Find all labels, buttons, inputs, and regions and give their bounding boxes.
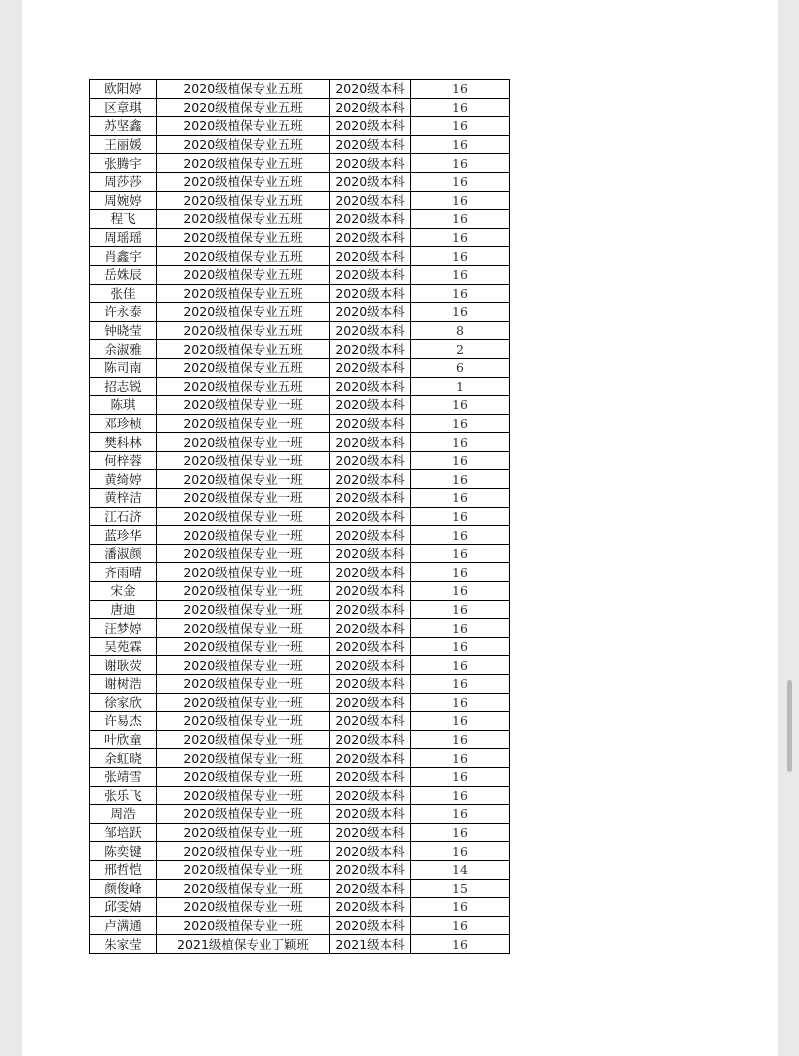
level-cell: 2020级本科 [330, 730, 411, 749]
table-row [90, 637, 510, 656]
level-cell: 2020级本科 [330, 172, 411, 191]
student-name-cell: 潘淑颜 [90, 544, 157, 563]
table-row [90, 916, 510, 935]
count-cell: 16 [411, 544, 510, 563]
student-name-cell: 齐雨晴 [90, 563, 157, 582]
count-cell: 16 [411, 805, 510, 824]
table-row [90, 303, 510, 322]
student-name-cell: 邱雯婧 [90, 898, 157, 917]
class-cell: 2020级植保专业一班 [157, 637, 330, 656]
table-row [90, 749, 510, 768]
class-cell: 2020级植保专业一班 [157, 916, 330, 935]
student-name-cell: 卢满通 [90, 916, 157, 935]
table-row [90, 470, 510, 489]
count-cell: 16 [411, 563, 510, 582]
count-cell: 8 [411, 321, 510, 340]
class-cell: 2020级植保专业五班 [157, 303, 330, 322]
level-cell: 2020级本科 [330, 712, 411, 731]
level-cell: 2020级本科 [330, 414, 411, 433]
count-cell: 16 [411, 80, 510, 99]
class-cell: 2020级植保专业一班 [157, 544, 330, 563]
roster-table-body [90, 80, 510, 954]
level-cell: 2020级本科 [330, 767, 411, 786]
count-cell: 16 [411, 228, 510, 247]
student-name-cell: 邹培跃 [90, 823, 157, 842]
level-cell: 2020级本科 [330, 340, 411, 359]
level-cell: 2020级本科 [330, 154, 411, 173]
count-cell: 16 [411, 414, 510, 433]
table-row [90, 786, 510, 805]
vertical-scrollbar[interactable] [786, 0, 794, 1056]
level-cell: 2020级本科 [330, 898, 411, 917]
table-row [90, 414, 510, 433]
count-cell: 16 [411, 935, 510, 954]
class-cell: 2020级植保专业一班 [157, 823, 330, 842]
table-row [90, 117, 510, 136]
table-row [90, 433, 510, 452]
count-cell: 16 [411, 656, 510, 675]
level-cell: 2020级本科 [330, 284, 411, 303]
class-cell: 2020级植保专业五班 [157, 135, 330, 154]
table-row [90, 358, 510, 377]
student-name-cell: 周瑶瑶 [90, 228, 157, 247]
student-name-cell: 张乐飞 [90, 786, 157, 805]
count-cell: 16 [411, 247, 510, 266]
class-cell: 2021级植保专业丁颖班 [157, 935, 330, 954]
level-cell: 2020级本科 [330, 749, 411, 768]
student-name-cell: 肖鑫宇 [90, 247, 157, 266]
table-row [90, 191, 510, 210]
count-cell: 16 [411, 786, 510, 805]
count-cell: 16 [411, 433, 510, 452]
student-name-cell: 周婉婷 [90, 191, 157, 210]
class-cell: 2020级植保专业一班 [157, 767, 330, 786]
student-name-cell: 张靖雪 [90, 767, 157, 786]
table-row [90, 712, 510, 731]
level-cell: 2020级本科 [330, 191, 411, 210]
level-cell: 2020级本科 [330, 247, 411, 266]
count-cell: 15 [411, 879, 510, 898]
table-row [90, 805, 510, 824]
count-cell: 16 [411, 712, 510, 731]
table-row [90, 228, 510, 247]
class-cell: 2020级植保专业一班 [157, 712, 330, 731]
table-row [90, 582, 510, 601]
count-cell: 16 [411, 600, 510, 619]
table-row [90, 860, 510, 879]
table-row [90, 489, 510, 508]
class-cell: 2020级植保专业五班 [157, 80, 330, 99]
class-cell: 2020级植保专业一班 [157, 470, 330, 489]
class-cell: 2020级植保专业一班 [157, 842, 330, 861]
class-cell: 2020级植保专业一班 [157, 396, 330, 415]
table-row [90, 247, 510, 266]
count-cell: 16 [411, 284, 510, 303]
roster-table [89, 79, 510, 954]
table-row [90, 619, 510, 638]
count-cell: 16 [411, 749, 510, 768]
level-cell: 2020级本科 [330, 98, 411, 117]
student-name-cell: 江石济 [90, 507, 157, 526]
student-name-cell: 许易杰 [90, 712, 157, 731]
class-cell: 2020级植保专业一班 [157, 898, 330, 917]
class-cell: 2020级植保专业一班 [157, 414, 330, 433]
student-name-cell: 蓝珍华 [90, 526, 157, 545]
class-cell: 2020级植保专业五班 [157, 321, 330, 340]
level-cell: 2020级本科 [330, 228, 411, 247]
table-row [90, 321, 510, 340]
class-cell: 2020级植保专业五班 [157, 210, 330, 229]
count-cell: 14 [411, 860, 510, 879]
table-row [90, 154, 510, 173]
count-cell: 16 [411, 898, 510, 917]
student-name-cell: 樊科林 [90, 433, 157, 452]
level-cell: 2020级本科 [330, 303, 411, 322]
table-row [90, 842, 510, 861]
student-name-cell: 余虹晓 [90, 749, 157, 768]
count-cell: 16 [411, 396, 510, 415]
class-cell: 2020级植保专业一班 [157, 489, 330, 508]
count-cell: 16 [411, 823, 510, 842]
class-cell: 2020级植保专业一班 [157, 433, 330, 452]
class-cell: 2020级植保专业一班 [157, 507, 330, 526]
level-cell: 2020级本科 [330, 544, 411, 563]
student-name-cell: 朱家莹 [90, 935, 157, 954]
class-cell: 2020级植保专业一班 [157, 693, 330, 712]
table-row [90, 284, 510, 303]
level-cell: 2021级本科 [330, 935, 411, 954]
table-row [90, 377, 510, 396]
class-cell: 2020级植保专业一班 [157, 879, 330, 898]
level-cell: 2020级本科 [330, 582, 411, 601]
level-cell: 2020级本科 [330, 117, 411, 136]
count-cell: 16 [411, 135, 510, 154]
student-name-cell: 张佳 [90, 284, 157, 303]
student-name-cell: 邓珍桢 [90, 414, 157, 433]
count-cell: 16 [411, 98, 510, 117]
level-cell: 2020级本科 [330, 786, 411, 805]
student-name-cell: 程飞 [90, 210, 157, 229]
count-cell: 16 [411, 526, 510, 545]
student-name-cell: 宋金 [90, 582, 157, 601]
level-cell: 2020级本科 [330, 489, 411, 508]
count-cell: 16 [411, 619, 510, 638]
table-row [90, 526, 510, 545]
count-cell: 16 [411, 172, 510, 191]
student-name-cell: 区章琪 [90, 98, 157, 117]
count-cell: 16 [411, 154, 510, 173]
student-name-cell: 王丽媛 [90, 135, 157, 154]
student-name-cell: 黄绮婷 [90, 470, 157, 489]
count-cell: 16 [411, 637, 510, 656]
student-name-cell: 招志锐 [90, 377, 157, 396]
student-name-cell: 周浩 [90, 805, 157, 824]
level-cell: 2020级本科 [330, 451, 411, 470]
table-row [90, 600, 510, 619]
class-cell: 2020级植保专业五班 [157, 358, 330, 377]
count-cell: 16 [411, 842, 510, 861]
class-cell: 2020级植保专业一班 [157, 675, 330, 694]
table-row [90, 265, 510, 284]
class-cell: 2020级植保专业五班 [157, 377, 330, 396]
table-row [90, 879, 510, 898]
level-cell: 2020级本科 [330, 396, 411, 415]
table-row [90, 98, 510, 117]
class-cell: 2020级植保专业一班 [157, 805, 330, 824]
level-cell: 2020级本科 [330, 265, 411, 284]
table-row [90, 172, 510, 191]
table-row [90, 451, 510, 470]
count-cell: 16 [411, 507, 510, 526]
level-cell: 2020级本科 [330, 433, 411, 452]
level-cell: 2020级本科 [330, 321, 411, 340]
student-name-cell: 陈奕键 [90, 842, 157, 861]
student-name-cell: 叶欣童 [90, 730, 157, 749]
class-cell: 2020级植保专业一班 [157, 749, 330, 768]
level-cell: 2020级本科 [330, 135, 411, 154]
class-cell: 2020级植保专业五班 [157, 117, 330, 136]
table-row [90, 396, 510, 415]
level-cell: 2020级本科 [330, 860, 411, 879]
count-cell: 16 [411, 767, 510, 786]
level-cell: 2020级本科 [330, 563, 411, 582]
count-cell: 16 [411, 303, 510, 322]
level-cell: 2020级本科 [330, 916, 411, 935]
student-name-cell: 岳姝辰 [90, 265, 157, 284]
student-name-cell: 苏坚鑫 [90, 117, 157, 136]
table-row [90, 340, 510, 359]
table-row [90, 898, 510, 917]
count-cell: 16 [411, 191, 510, 210]
student-name-cell: 黄梓洁 [90, 489, 157, 508]
table-row [90, 823, 510, 842]
table-row [90, 507, 510, 526]
count-cell: 16 [411, 730, 510, 749]
table-row [90, 935, 510, 954]
level-cell: 2020级本科 [330, 210, 411, 229]
class-cell: 2020级植保专业一班 [157, 563, 330, 582]
table-row [90, 80, 510, 99]
table-row [90, 693, 510, 712]
class-cell: 2020级植保专业一班 [157, 730, 330, 749]
count-cell: 16 [411, 470, 510, 489]
table-row [90, 210, 510, 229]
count-cell: 16 [411, 582, 510, 601]
count-cell: 16 [411, 117, 510, 136]
count-cell: 2 [411, 340, 510, 359]
count-cell: 16 [411, 916, 510, 935]
level-cell: 2020级本科 [330, 879, 411, 898]
student-name-cell: 欧阳婷 [90, 80, 157, 99]
class-cell: 2020级植保专业五班 [157, 247, 330, 266]
level-cell: 2020级本科 [330, 637, 411, 656]
level-cell: 2020级本科 [330, 805, 411, 824]
count-cell: 16 [411, 451, 510, 470]
class-cell: 2020级植保专业一班 [157, 600, 330, 619]
level-cell: 2020级本科 [330, 358, 411, 377]
level-cell: 2020级本科 [330, 600, 411, 619]
class-cell: 2020级植保专业五班 [157, 340, 330, 359]
class-cell: 2020级植保专业五班 [157, 284, 330, 303]
count-cell: 16 [411, 693, 510, 712]
level-cell: 2020级本科 [330, 693, 411, 712]
count-cell: 1 [411, 377, 510, 396]
level-cell: 2020级本科 [330, 656, 411, 675]
student-name-cell: 徐家欣 [90, 693, 157, 712]
class-cell: 2020级植保专业五班 [157, 98, 330, 117]
table-row [90, 730, 510, 749]
level-cell: 2020级本科 [330, 619, 411, 638]
level-cell: 2020级本科 [330, 470, 411, 489]
student-name-cell: 许永泰 [90, 303, 157, 322]
student-name-cell: 陈司南 [90, 358, 157, 377]
student-name-cell: 颜俊峰 [90, 879, 157, 898]
level-cell: 2020级本科 [330, 526, 411, 545]
class-cell: 2020级植保专业五班 [157, 154, 330, 173]
student-name-cell: 周莎莎 [90, 172, 157, 191]
student-name-cell: 陈琪 [90, 396, 157, 415]
level-cell: 2020级本科 [330, 377, 411, 396]
table-row [90, 563, 510, 582]
class-cell: 2020级植保专业五班 [157, 191, 330, 210]
table-row [90, 544, 510, 563]
student-name-cell: 何梓蓉 [90, 451, 157, 470]
student-name-cell: 吴苑霖 [90, 637, 157, 656]
level-cell: 2020级本科 [330, 823, 411, 842]
student-name-cell: 谢耿荧 [90, 656, 157, 675]
count-cell: 6 [411, 358, 510, 377]
class-cell: 2020级植保专业一班 [157, 860, 330, 879]
student-name-cell: 余淑雅 [90, 340, 157, 359]
table-row [90, 675, 510, 694]
count-cell: 16 [411, 210, 510, 229]
class-cell: 2020级植保专业一班 [157, 619, 330, 638]
class-cell: 2020级植保专业一班 [157, 582, 330, 601]
level-cell: 2020级本科 [330, 842, 411, 861]
count-cell: 16 [411, 489, 510, 508]
level-cell: 2020级本科 [330, 507, 411, 526]
student-name-cell: 唐迪 [90, 600, 157, 619]
student-name-cell: 邢哲恺 [90, 860, 157, 879]
count-cell: 16 [411, 675, 510, 694]
student-name-cell: 谢树浩 [90, 675, 157, 694]
student-name-cell: 汪梦婷 [90, 619, 157, 638]
level-cell: 2020级本科 [330, 675, 411, 694]
student-name-cell: 钟晓莹 [90, 321, 157, 340]
class-cell: 2020级植保专业一班 [157, 526, 330, 545]
table-row [90, 656, 510, 675]
class-cell: 2020级植保专业五班 [157, 265, 330, 284]
class-cell: 2020级植保专业五班 [157, 228, 330, 247]
level-cell: 2020级本科 [330, 80, 411, 99]
student-name-cell: 张腾宇 [90, 154, 157, 173]
table-row [90, 135, 510, 154]
class-cell: 2020级植保专业五班 [157, 172, 330, 191]
scrollbar-thumb[interactable] [787, 680, 792, 772]
class-cell: 2020级植保专业一班 [157, 656, 330, 675]
count-cell: 16 [411, 265, 510, 284]
class-cell: 2020级植保专业一班 [157, 786, 330, 805]
table-row [90, 767, 510, 786]
class-cell: 2020级植保专业一班 [157, 451, 330, 470]
